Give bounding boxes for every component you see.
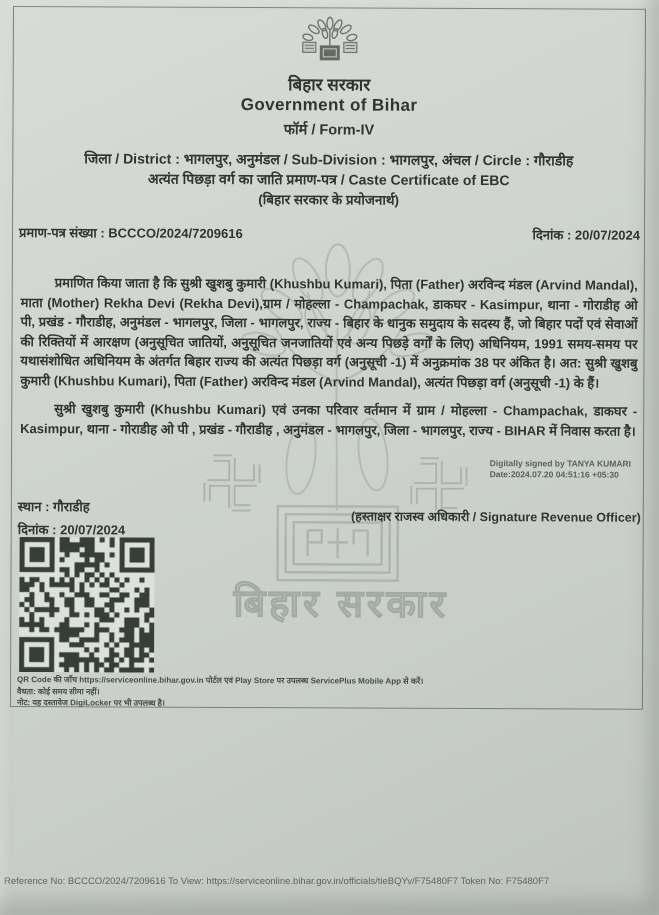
form-number: फॉर्म / Form-IV: [283, 122, 375, 139]
org-name-hindi: बिहार सरकार: [288, 75, 371, 95]
qr-note-line1: QR Code की जाँच https://serviceonline.bihar.gov.in पोर्टल एवं Play Store पर उपलब्ध ServicePlus Mobile App से करें।: [17, 675, 424, 686]
certificate-paragraph-1: प्रमाणित किया जाता है कि सुश्री खुशबु कुमारी (Khushbu Kumari), पिता (Father) अरविन्द मंडल (Arvind Mandal), माता (Mother) Rekha Devi (Rekha Devi),ग्राम / मोहल्ला - Champachak, डाकघर - Kasimpur, थाना - गोराडीह ओ पी, प्रखंड - गौराडीह, अनुमंडल - भागलपुर, जिला - भागलपुर, राज्य - बिहार के धानुक समुदाय के सदस्य हैं, जो बिहार पदों एवं सेवाओं की रिक्तियों में आरक्षण (अनुसूचित जातियों, अनुसूचित जनजातियों एवं अन्य पिछड़े वर्गों के लिए) अधिनियम, 1991 समय-समय पर यथासंशोधित अधिनियम के अंतर्गत बिहार राज्य की अत्यंत पिछड़ा वर्ग (अनुसूची -1) में अनुक्रमांक 38 पर अंकित है। अत: सुश्री खुशबु कुमारी (Khushbu Kumari), पिता (Father) अरविन्द मंडल (Arvind Mandal), अत्यंत पिछड़ा वर्ग (अनुसूची -1) के हैं।: [20, 275, 638, 391]
swastika-left-watermark: [201, 452, 263, 514]
qr-note-line3: नोट: यह दस्तावेज DigiLocker पर भी उपलब्ध है।: [16, 698, 165, 708]
issue-date: दिनांक : 20/07/2024: [532, 227, 641, 243]
bihar-emblem-logo: [291, 15, 367, 69]
certificate-title: अत्यंत पिछड़ा वर्ग का जाति प्रमाण-पत्र / Caste Certificate of EBC: [147, 170, 510, 189]
qr-instructions: [17, 674, 423, 710]
place-label: स्थान : गौराडीह: [17, 499, 90, 515]
signature-officer-label: (हस्ताक्षर राजस्व अधिकारी / Signature Revenue Officer): [351, 509, 641, 525]
certificate-paragraph-2: सुश्री खुशबु कुमारी (Khushbu Kumari) एवं उनका परिवार वर्तमान में ग्राम / मोहल्ला - Champachak, डाकघर - Kasimpur, थाना - गोराडीह ओ पी , प्रखंड - गौराडीह , अनुमंडल - भागलपुर, जिला - भागलपुर, राज्य - BIHAR में निवास करता है।: [20, 401, 638, 439]
district-subdivision-circle-line: जिला / District : भागलपुर, अनुमंडल / Sub-Division : भागलपुर, अंचल / Circle : गौराडीह: [84, 150, 574, 169]
digital-signature-line2: Date:2024.07.20 04:51:16 +05:30: [489, 469, 619, 480]
digital-signature-stamp: [490, 458, 631, 481]
digital-signature-line1: Digitally signed by TANYA KUMARI: [489, 458, 632, 469]
qr-code: [19, 537, 155, 673]
reference-footer: Reference No: BCCCO/2024/7209616 To View: https://serviceonline.bihar.gov.in/officials/tieBQYv/F75480F7 Token No: F75480F7: [4, 876, 550, 887]
certificate-number: प्रमाण-पत्र संख्या : BCCCO/2024/7209616: [18, 225, 243, 242]
org-name-english: Government of Bihar: [240, 94, 418, 115]
date-label: दिनांक : 20/07/2024: [17, 522, 126, 538]
watermark-text: बिहार सरकार: [233, 582, 450, 626]
qr-note-line2: वैधता: कोई समय सीमा नहीं।: [16, 686, 100, 696]
purpose-line: (बिहार सरकार के प्रयोजनार्थ): [258, 192, 400, 208]
certificate-body: [10, 6, 646, 710]
